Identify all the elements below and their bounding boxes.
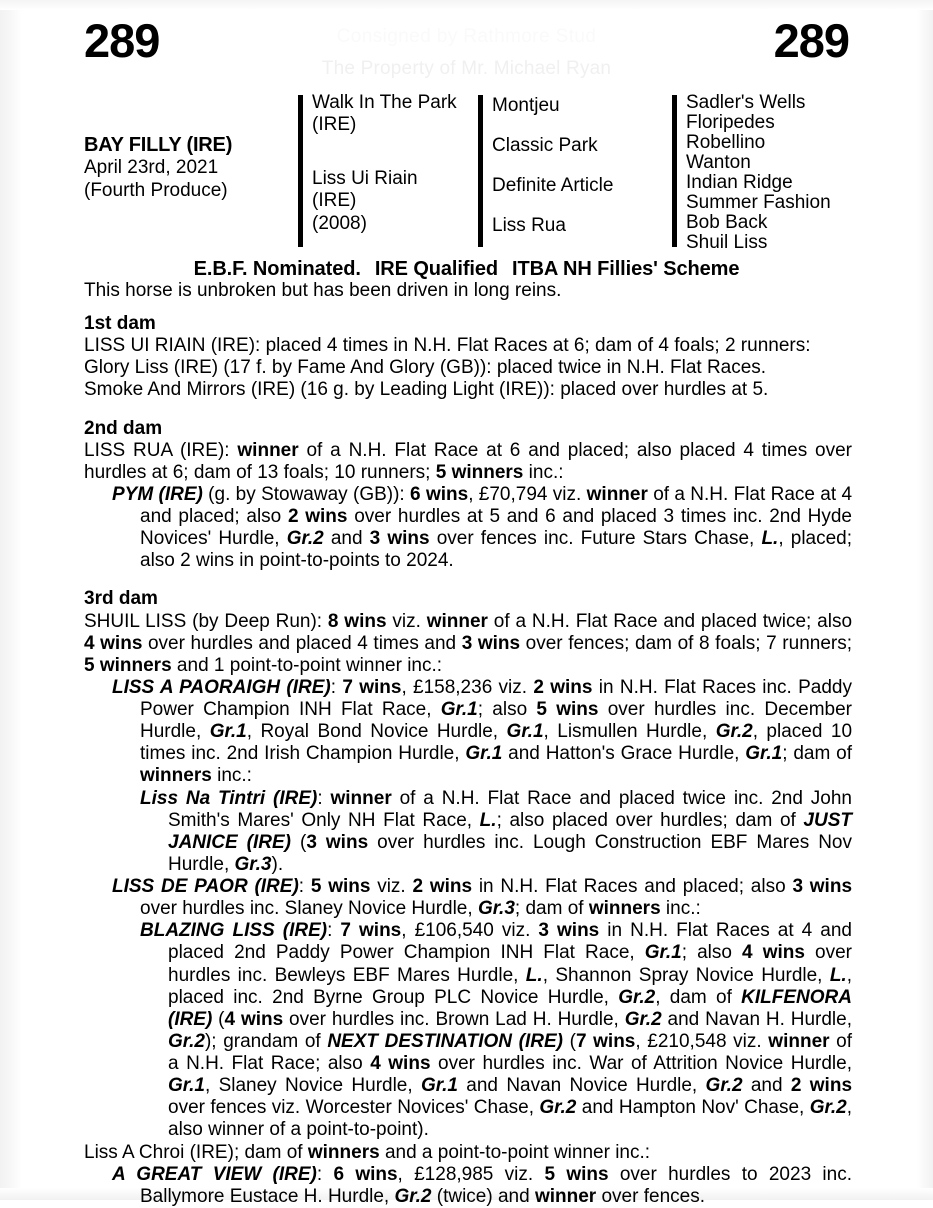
entry-text: ; dam of <box>233 1141 308 1163</box>
entry-text: over fences inc. Future Stars Chase, <box>429 528 762 550</box>
entry-text: winner <box>426 610 488 632</box>
entry-text: over fences viz. Worcester Novices' Chase, <box>168 1097 540 1119</box>
entry-text: 3 wins <box>792 876 853 897</box>
entry-text: Gr.2 <box>618 986 656 1008</box>
entry-text: ; dam of <box>514 898 589 920</box>
entry-text: 3 wins <box>538 920 600 942</box>
entry-text: 8 wins <box>327 610 387 632</box>
entry-text: viz. <box>370 876 413 897</box>
entry-text: and a point-to-point winner inc.: <box>379 1141 651 1163</box>
dam-heading: 3rd dam <box>84 588 158 610</box>
entry-text: Gr.3 <box>477 898 515 920</box>
entry-text: and Navan Novice Hurdle, <box>457 1075 706 1097</box>
entry-text: Gr.2 <box>394 1185 432 1207</box>
entry-text: L. <box>829 964 847 986</box>
pedigree-entry <box>84 920 852 1141</box>
entry-text: , Royal Bond Novice Hurdle, <box>246 721 507 743</box>
entry-text: BLAZING LISS (IRE) <box>140 920 328 942</box>
pedigree-entry <box>84 357 852 379</box>
entry-text: : placed 4 times in N.H. Flat Races at 6; dam of 4 foals; 2 runners: <box>255 335 811 357</box>
entry-text: over hurdles inc. War of Attrition Novice Hurdle, <box>430 1053 852 1074</box>
entry-text: inc.: <box>523 461 564 483</box>
entry-text: 7 wins <box>342 676 402 698</box>
lot-number-right: 289 <box>773 14 849 67</box>
pedigree-entry <box>84 611 852 677</box>
entry-text: L. <box>479 809 497 831</box>
subject-produce: (Fourth Produce) <box>84 179 228 201</box>
entry-text: Gr.2 <box>539 1097 577 1119</box>
pedigree-entry <box>84 1164 852 1208</box>
entry-text: of a N.H. Flat Race and placed twice inc. 2nd John Smith's Mares' Only NH Flat Race, <box>168 787 852 831</box>
entry-text: (16 g. by Leading Light (IRE)): placed over hurdles at 5. <box>295 379 769 401</box>
entry-text: winners <box>140 765 212 787</box>
entry-text: ; also <box>477 699 537 720</box>
entry-text: winner <box>237 439 299 461</box>
scheme-itba: ITBA NH Fillies' Scheme <box>512 258 740 280</box>
sire-origin: (IRE) <box>312 114 357 136</box>
property-line: The Property of Mr. Michael Ryan <box>321 58 612 79</box>
entry-text: ; also <box>681 942 743 964</box>
entry-text: 6 wins <box>333 1163 398 1185</box>
entry-text: LISS UI RIAIN (IRE) <box>84 335 256 357</box>
entry-text: over hurdles inc. Lough Construction EBF Mares Nov Hurdle, <box>168 831 852 875</box>
entry-text: and 1 point-to-point winner inc.: <box>171 654 443 676</box>
entry-text: 2 wins <box>287 506 348 527</box>
entry-text: 6 wins <box>410 483 469 505</box>
entry-text: PYM (IRE) <box>112 483 203 505</box>
pedigree-entry <box>84 1142 852 1164</box>
entry-text: LISS A PAORAIGH (IRE) <box>112 676 331 698</box>
entry-text: , Shannon Spray Novice Hurdle, <box>542 964 830 986</box>
entry-text: 2 wins <box>533 676 593 698</box>
entry-text: 4 wins <box>742 942 805 964</box>
entry-text: , Lismullen Hurdle, <box>543 721 716 743</box>
sire-name: Walk In The Park <box>312 92 457 113</box>
entry-text: Gr.2 <box>624 1008 662 1030</box>
dam-heading: 1st dam <box>84 313 156 334</box>
entry-text: , dam of <box>655 986 742 1008</box>
entry-text: inc.: <box>211 765 252 787</box>
entry-text: Gr.1 <box>209 721 247 743</box>
dam-name: Liss Ui Riain <box>312 168 418 189</box>
pedigree-generation-2 <box>478 92 678 253</box>
dam-year: (2008) <box>312 212 367 234</box>
entry-text: SHUIL LISS (by Deep Run) <box>84 610 317 632</box>
entry-text: over hurdles and placed 4 times and <box>142 632 462 654</box>
entry-text: Gr.1 <box>506 721 544 743</box>
entry-text: over hurdles at 5 and 6 and placed 3 times inc. 2nd Hyde Novices' Hurdle, <box>140 506 852 550</box>
entry-text: ( <box>291 831 307 853</box>
great-grandparent-name: Wanton <box>686 152 751 173</box>
entry-text: ); grandam of <box>204 1030 328 1052</box>
entry-text: Gr.1 <box>168 1075 205 1097</box>
entry-text: (g. by Stowaway (GB)): <box>202 483 411 505</box>
entry-text: and Navan H. Hurdle, <box>661 1008 852 1030</box>
entry-text: inc.: <box>660 898 701 920</box>
grandparent-name: Definite Article <box>492 175 614 196</box>
entry-text: and <box>323 528 370 550</box>
entry-text: , Slaney Novice Hurdle, <box>204 1075 421 1097</box>
entry-text: in N.H. Flat Races at 4 and placed 2nd Paddy Power Champion INH Flat Race, <box>168 920 852 964</box>
entry-text: over fences; dam of 8 foals; 7 runners; <box>520 632 853 654</box>
entry-text: winner <box>330 787 392 809</box>
pedigree-entry <box>84 788 852 877</box>
entry-text: and Hampton Nov' Chase, <box>576 1097 810 1119</box>
entry-text: : <box>317 787 331 809</box>
entry-text: (twice) and <box>431 1185 535 1207</box>
entry-text: Gr.1 <box>465 743 503 765</box>
pedigree-sire <box>312 92 478 168</box>
great-grandparent-name: Summer Fashion <box>686 192 831 213</box>
horse-note: This horse is unbroken but has been driven in long reins. <box>84 280 562 301</box>
entry-text: ). <box>271 853 284 875</box>
subject-name: BAY FILLY (IRE) <box>84 134 233 156</box>
entry-text: : <box>224 439 238 461</box>
bracket-bar-gen3 <box>672 95 677 247</box>
grandparent-name: Classic Park <box>492 135 598 156</box>
scheme-ebf: E.B.F. Nominated. <box>193 258 361 280</box>
entry-text: over hurdles inc. Slaney Novice Hurdle, <box>140 898 478 920</box>
entry-text: over hurdles inc. Brown Lad H. Hurdle, <box>283 1008 625 1030</box>
entry-text: ; also placed over hurdles; dam of <box>496 809 804 831</box>
entry-text: : <box>330 676 343 698</box>
pedigree-entry <box>84 484 852 573</box>
entry-text: L. <box>525 964 543 986</box>
pedigree-subject <box>84 134 324 202</box>
entry-text: of a N.H. Flat Race at 4 and placed; also <box>140 483 853 527</box>
subject-foaling-date: April 23rd, 2021 <box>84 157 219 179</box>
entry-text: 5 wins <box>536 699 599 720</box>
entry-text: KILFENORA (IRE) <box>168 986 852 1030</box>
great-grandparent-name: Indian Ridge <box>686 172 793 193</box>
entry-text: over hurdles inc. Bewleys EBF Mares Hurdle, <box>168 942 852 986</box>
entry-text: Gr.2 <box>168 1030 205 1052</box>
entry-text: , £158,236 viz. <box>401 676 534 698</box>
entry-text: over hurdles to 2023 inc. Ballymore Eustace H. Hurdle, <box>140 1163 852 1207</box>
pedigree-entry <box>84 677 852 788</box>
entry-text: (17 f. by Fame And Glory (GB)): placed twice in N.H. Flat Races. <box>218 357 767 379</box>
great-grandparent-name: Sadler's Wells <box>686 92 806 113</box>
entry-text: Gr.1 <box>440 699 478 720</box>
entry-text: viz. <box>386 610 427 632</box>
entry-text: Liss A Chroi (IRE) <box>84 1141 234 1163</box>
entry-text: and Hatton's Grace Hurdle, <box>502 743 746 765</box>
entry-text: , placed 10 times inc. 2nd Irish Champion Hurdle, <box>140 721 853 765</box>
entry-text: 7 wins <box>340 920 402 942</box>
scheme-line <box>0 258 933 281</box>
lot-number-left: 289 <box>84 14 160 67</box>
entry-text: ; dam of <box>782 743 852 765</box>
great-grandparent-name: Shuil Liss <box>686 232 768 253</box>
entry-text: 3 wins <box>461 632 521 654</box>
entry-text: L. <box>761 528 779 550</box>
pedigree-entry <box>84 876 852 920</box>
entry-text: winners <box>588 898 661 920</box>
scheme-ire: IRE Qualified <box>374 258 499 280</box>
entry-text: winners <box>307 1141 380 1163</box>
entry-text: : <box>327 920 341 942</box>
consignor-line: Consigned by Rathmore Stud <box>336 26 597 47</box>
entry-text: 4 wins <box>370 1053 431 1074</box>
entry-text: over fences. <box>596 1185 705 1207</box>
pedigree-entry <box>84 440 852 484</box>
entry-text: , £128,985 viz. <box>397 1163 545 1185</box>
entry-text: in N.H. Flat Races inc. Paddy Power Champion INH Flat Race, <box>140 676 853 720</box>
pedigree-entry <box>84 335 852 357</box>
entry-text: , £210,548 viz. <box>635 1030 769 1052</box>
entry-text: in N.H. Flat Races and placed; also <box>472 876 793 897</box>
entry-text: : <box>298 876 311 897</box>
entry-text: 4 wins <box>224 1008 284 1030</box>
entry-text: Gr.2 <box>809 1097 847 1119</box>
entry-text: 5 winners <box>84 654 172 676</box>
pedigree-table <box>60 92 933 257</box>
entry-text: JUST JANICE (IRE) <box>168 809 852 853</box>
entry-text: : <box>316 1163 334 1185</box>
dam-heading: 2nd dam <box>84 417 163 439</box>
great-grandparent-name: Robellino <box>686 132 766 153</box>
entry-text: ( <box>212 1008 225 1030</box>
entry-text: Gr.3 <box>234 853 272 875</box>
entry-text: , £106,540 viz. <box>401 920 539 942</box>
entry-text: and <box>742 1075 791 1097</box>
entry-text: Liss Na Tintri (IRE) <box>140 787 318 809</box>
entry-text: winner <box>586 483 648 505</box>
dam-origin: (IRE) <box>312 190 357 212</box>
entry-text: , placed inc. 2nd Byrne Group PLC Novice Hurdle, <box>168 964 852 1008</box>
pedigree-body <box>84 313 852 1208</box>
pedigree-generation-3 <box>672 92 933 253</box>
entry-text: , £70,794 viz. <box>468 483 587 505</box>
entry-text: Gr.1 <box>644 942 682 964</box>
entry-text: 2 wins <box>412 876 473 897</box>
entry-text: LISS RUA (IRE) <box>84 439 225 461</box>
pedigree-generation-1 <box>298 92 478 253</box>
entry-text: LISS DE PAOR (IRE) <box>112 876 299 897</box>
entry-text: 5 winners <box>435 461 524 483</box>
entry-text: Gr.2 <box>705 1075 743 1097</box>
entry-text: 2 wins <box>790 1075 853 1097</box>
bracket-bar-gen1 <box>298 95 303 247</box>
entry-text: 3 wins <box>306 831 369 853</box>
entry-text: 7 wins <box>575 1030 636 1052</box>
pedigree-dam <box>312 168 478 244</box>
entry-text: Smoke And Mirrors (IRE) <box>84 379 296 401</box>
entry-text: A GREAT VIEW (IRE) <box>112 1163 317 1185</box>
entry-text: 5 wins <box>310 876 371 897</box>
entry-text: of a N.H. Flat Race; also <box>168 1030 853 1074</box>
great-grandparent-name: Bob Back <box>686 212 768 233</box>
entry-text: ( <box>562 1030 576 1052</box>
entry-text: , also winner of a point-to-point). <box>168 1097 852 1141</box>
grandparent-name: Montjeu <box>492 95 560 116</box>
entry-text: of a N.H. Flat Race and placed twice; also <box>487 610 853 632</box>
entry-text: Glory Liss (IRE) <box>84 357 219 379</box>
entry-text: winner <box>768 1030 830 1052</box>
entry-text: of a N.H. Flat Race at 6 and placed; also placed 4 times over hurdles at 6; dam of 13 foals; 10 runners; <box>84 439 852 483</box>
entry-text: 5 wins <box>544 1163 609 1185</box>
great-grandparent-name: Floripedes <box>686 112 775 133</box>
grandparent-name: Liss Rua <box>492 215 566 236</box>
entry-text: : <box>316 610 328 632</box>
entry-text: 3 wins <box>369 528 430 550</box>
bracket-bar-gen2 <box>478 95 483 247</box>
pedigree-entry <box>84 379 852 401</box>
entry-text: winner <box>534 1185 597 1207</box>
entry-text: Gr.1 <box>745 743 783 765</box>
entry-text: NEXT DESTINATION (IRE) <box>327 1030 563 1052</box>
entry-text: , placed; also 2 wins in point-to-points to 2024. <box>140 528 853 572</box>
entry-text: over hurdles inc. December Hurdle, <box>140 699 852 743</box>
entry-text: 4 wins <box>84 632 143 654</box>
entry-text: Gr.2 <box>286 528 324 550</box>
entry-text: Gr.1 <box>420 1075 458 1097</box>
entry-text: Gr.2 <box>715 721 753 743</box>
